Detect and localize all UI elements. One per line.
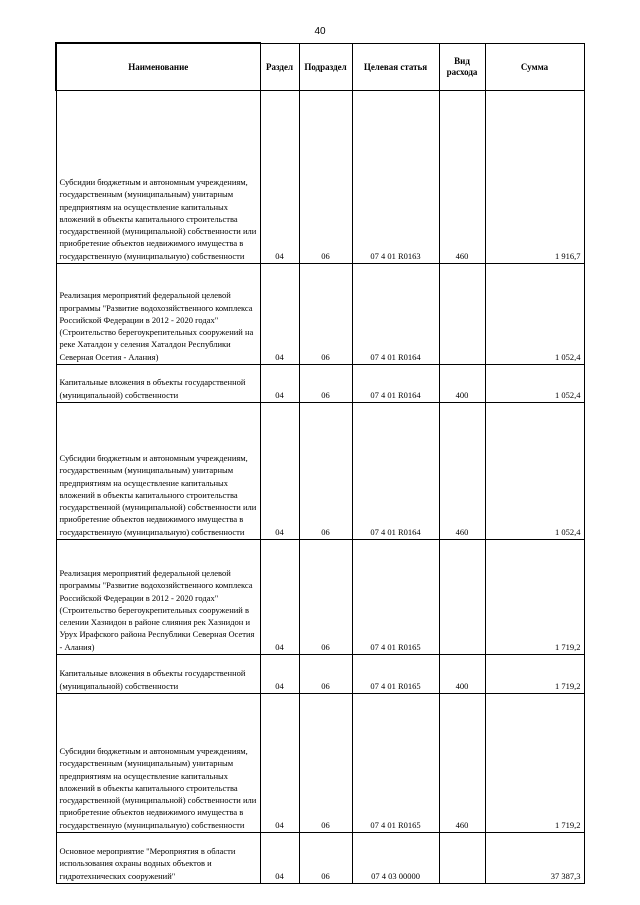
- row-subsection: 06: [299, 91, 352, 264]
- row-name: Субсидии бюджетным и автономным учреждениям, государственным (муниципальным) унитарным предприятиям на осуществление капитальных вложений в объекты капитального строительства государственной (муниципальной) собственности или приобретение объектов недвижимого имущества в государственную (муниципальную) собственности: [56, 91, 260, 264]
- row-kind: 400: [439, 655, 485, 694]
- row-name: Субсидии бюджетным и автономным учреждениям, государственным (муниципальным) унитарным предприятиям на осуществление капитальных вложений в объекты капитального строительства государственной (муниципальной) собственности или приобретение объектов недвижимого имущества в государственную (муниципальную) собственности: [56, 403, 260, 540]
- row-kind: [439, 540, 485, 655]
- row-name: Основное мероприятие "Мероприятия в области использования охраны водных объектов и гидротехнических сооружений": [56, 833, 260, 884]
- table-row: [56, 655, 584, 694]
- table-row: [56, 365, 584, 403]
- row-sum: 37 387,3: [485, 833, 584, 884]
- row-kind: [439, 264, 485, 365]
- row-section: 04: [260, 365, 299, 403]
- row-section: 04: [260, 655, 299, 694]
- row-target: 07 4 01 R0164: [352, 403, 439, 540]
- row-sum: 1 719,2: [485, 540, 584, 655]
- table-row: [56, 540, 584, 655]
- row-subsection: 06: [299, 264, 352, 365]
- page-number: 40: [314, 26, 326, 37]
- row-target: 07 4 01 R0165: [352, 694, 439, 833]
- table-row: [56, 91, 584, 264]
- table-row: [56, 264, 584, 365]
- header-sum: Сумма: [485, 43, 584, 91]
- row-target: 07 4 01 R0164: [352, 264, 439, 365]
- row-name: Капитальные вложения в объекты государственной (муниципальной) собственности: [56, 655, 260, 694]
- row-subsection: 06: [299, 655, 352, 694]
- header-section: Раздел: [260, 43, 299, 91]
- row-section: 04: [260, 694, 299, 833]
- header-row: [56, 43, 584, 91]
- row-name: Субсидии бюджетным и автономным учреждениям, государственным (муниципальным) унитарным предприятиям на осуществление капитальных вложений в объекты капитального строительства государственной (муниципальной) собственности или приобретение объектов недвижимого имущества в государственную (муниципальную) собственности: [56, 694, 260, 833]
- row-sum: 1 052,4: [485, 365, 584, 403]
- row-section: 04: [260, 833, 299, 884]
- row-subsection: 06: [299, 540, 352, 655]
- row-name: Капитальные вложения в объекты государственной (муниципальной) собственности: [56, 365, 260, 403]
- row-sum: 1 052,4: [485, 264, 584, 365]
- table-row: [56, 694, 584, 833]
- row-kind: 460: [439, 91, 485, 264]
- row-sum: 1 916,7: [485, 91, 584, 264]
- row-target: 07 4 01 R0165: [352, 540, 439, 655]
- table-row: [56, 403, 584, 540]
- row-kind: 400: [439, 365, 485, 403]
- row-target: 07 4 01 R0165: [352, 655, 439, 694]
- row-subsection: 06: [299, 403, 352, 540]
- row-name: Реализация мероприятий федеральной целевой программы "Развитие водохозяйственного комплекса Российской Федерации в 2012 - 2020 годах" (Строительство берегоукрепительных сооружений на реке Хатaлдон у селения Хаталдон Республики Северная Осетия - Алания): [56, 264, 260, 365]
- table-row: [56, 833, 584, 884]
- header-kind: Вид расхода: [439, 43, 485, 91]
- row-name: Реализация мероприятий федеральной целевой программы "Развитие водохозяйственного комплекса Российской Федерации в 2012 - 2020 годах" (Строительство берегоукрепительных сооружений в селении Хазнидон в районе слияния рек Хазнидон и Урух Ирафского района Республики Северная Осетия - Алания): [56, 540, 260, 655]
- row-sum: 1 052,4: [485, 403, 584, 540]
- row-target: 07 4 01 R0164: [352, 365, 439, 403]
- row-sum: 1 719,2: [485, 655, 584, 694]
- header-name: Наименование: [56, 43, 260, 91]
- budget-table: [55, 42, 585, 884]
- row-subsection: 06: [299, 365, 352, 403]
- row-kind: [439, 833, 485, 884]
- row-section: 04: [260, 264, 299, 365]
- row-target: 07 4 01 R0163: [352, 91, 439, 264]
- row-kind: 460: [439, 403, 485, 540]
- row-section: 04: [260, 540, 299, 655]
- row-section: 04: [260, 403, 299, 540]
- row-kind: 460: [439, 694, 485, 833]
- header-target: Целевая статья: [352, 43, 439, 91]
- row-target: 07 4 03 00000: [352, 833, 439, 884]
- row-subsection: 06: [299, 833, 352, 884]
- row-section: 04: [260, 91, 299, 264]
- row-sum: 1 719,2: [485, 694, 584, 833]
- row-subsection: 06: [299, 694, 352, 833]
- header-subsection: Подраздел: [299, 43, 352, 91]
